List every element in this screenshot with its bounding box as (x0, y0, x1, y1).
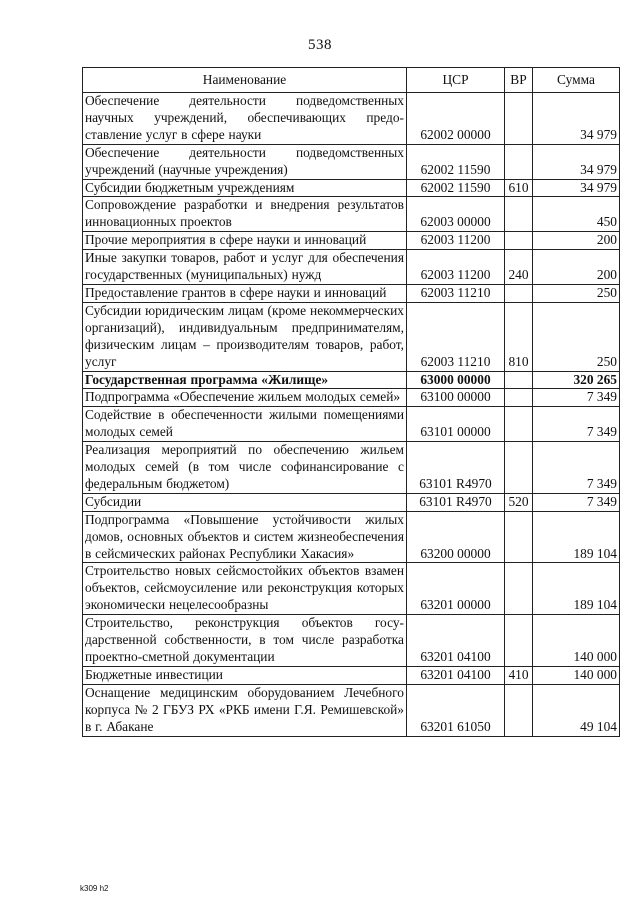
table-row (83, 284, 620, 302)
row-vr (505, 615, 533, 667)
row-sum: 7 349 (533, 407, 620, 442)
header-row (83, 68, 620, 93)
table-header (83, 68, 620, 93)
row-vr: 240 (505, 250, 533, 285)
table-row (83, 493, 620, 511)
row-sum: 320 265 (533, 371, 620, 389)
row-csr: 63201 00000 (407, 563, 505, 615)
row-name: Иные закупки товаров, работ и услуг для обеспечения государственных (муниципальных) нужд (83, 250, 407, 285)
row-sum: 7 349 (533, 493, 620, 511)
row-vr (505, 389, 533, 407)
row-vr (505, 442, 533, 494)
row-sum: 49 104 (533, 684, 620, 736)
row-vr (505, 144, 533, 179)
table-row (83, 563, 620, 615)
row-name: Субсидии юридическим лицам (кроме некоммерческих организаций), индивидуальным предпринимателям, физическим лицам – производителям товаров, работ, услуг (83, 302, 407, 371)
row-sum: 189 104 (533, 563, 620, 615)
header-csr: ЦСР (407, 68, 505, 93)
row-sum: 200 (533, 250, 620, 285)
row-sum: 200 (533, 232, 620, 250)
row-name: Строительство, реконструкция объектов государственной собственности, в том числе разработка проектно-сметной документации (83, 615, 407, 667)
row-vr: 610 (505, 179, 533, 197)
row-name: Государственная программа «Жилище» (83, 371, 407, 389)
table-row (83, 144, 620, 179)
table-row (83, 232, 620, 250)
table-row (83, 666, 620, 684)
row-csr: 62002 00000 (407, 93, 505, 145)
footer-code: k309 h2 (80, 884, 109, 893)
budget-table (82, 67, 620, 737)
row-vr (505, 371, 533, 389)
table-row (83, 197, 620, 232)
table-row (83, 615, 620, 667)
table-row (83, 250, 620, 285)
row-sum: 7 349 (533, 389, 620, 407)
row-name: Подпрограмма «Повышение устойчивости жилых домов, основных объектов и систем жизнеобеспечения в сейсмических районах Республики Хакасия» (83, 511, 407, 563)
row-csr: 62002 11590 (407, 179, 505, 197)
row-vr (505, 563, 533, 615)
header-sum: Сумма (533, 68, 620, 93)
row-sum: 250 (533, 284, 620, 302)
row-vr (505, 407, 533, 442)
row-vr: 410 (505, 666, 533, 684)
header-name: Наименование (83, 68, 407, 93)
table-row (83, 511, 620, 563)
row-name: Прочие мероприятия в сфере науки и инноваций (83, 232, 407, 250)
table-row (83, 407, 620, 442)
row-csr: 63000 00000 (407, 371, 505, 389)
row-vr: 810 (505, 302, 533, 371)
row-sum: 34 979 (533, 144, 620, 179)
row-name: Бюджетные инвестиции (83, 666, 407, 684)
row-sum: 140 000 (533, 615, 620, 667)
table-row (83, 93, 620, 145)
row-sum: 34 979 (533, 179, 620, 197)
row-csr: 62003 11210 (407, 284, 505, 302)
row-vr: 520 (505, 493, 533, 511)
row-name: Предоставление грантов в сфере науки и инноваций (83, 284, 407, 302)
row-sum: 7 349 (533, 442, 620, 494)
row-name: Строительство новых сейсмостойких объектов взамен объектов, сейсмоусиление или реконструкция которых экономически нецелесообразны (83, 563, 407, 615)
row-csr: 63201 04100 (407, 615, 505, 667)
row-vr (505, 197, 533, 232)
row-csr: 62002 11590 (407, 144, 505, 179)
table-row (83, 302, 620, 371)
row-sum: 189 104 (533, 511, 620, 563)
row-sum: 34 979 (533, 93, 620, 145)
row-name: Подпрограмма «Обеспечение жильем молодых семей» (83, 389, 407, 407)
row-vr (505, 284, 533, 302)
row-csr: 62003 11210 (407, 302, 505, 371)
table-body (83, 93, 620, 737)
row-csr: 62003 00000 (407, 197, 505, 232)
row-name: Субсидии бюджетным учреждениям (83, 179, 407, 197)
row-csr: 62003 11200 (407, 250, 505, 285)
row-sum: 250 (533, 302, 620, 371)
table-row (83, 684, 620, 736)
row-name: Субсидии (83, 493, 407, 511)
row-vr (505, 511, 533, 563)
page-number: 538 (308, 37, 332, 53)
table-row (83, 179, 620, 197)
row-sum: 140 000 (533, 666, 620, 684)
row-csr: 63200 00000 (407, 511, 505, 563)
row-name: Сопровождение разработки и внедрения результатов инновационных проектов (83, 197, 407, 232)
row-vr (505, 232, 533, 250)
row-csr: 63201 61050 (407, 684, 505, 736)
row-name: Обеспечение деятельности подведомственных учреждений (научные учреждения) (83, 144, 407, 179)
row-vr (505, 93, 533, 145)
row-csr: 62003 11200 (407, 232, 505, 250)
row-name: Обеспечение деятельности подведомственных научных учреждений, обеспечивающих предоставление услуг в сфере науки (83, 93, 407, 145)
row-csr: 63201 04100 (407, 666, 505, 684)
row-csr: 63101 R4970 (407, 442, 505, 494)
table-row (83, 442, 620, 494)
row-name: Оснащение медицинским оборудованием Лечебного корпуса № 2 ГБУЗ РХ «РКБ имени Г.Я. Ремишевской» в г. Абакане (83, 684, 407, 736)
row-name: Содействие в обеспеченности жилыми помещениями молодых семей (83, 407, 407, 442)
row-csr: 63101 R4970 (407, 493, 505, 511)
row-vr (505, 684, 533, 736)
header-vr: ВР (505, 68, 533, 93)
row-csr: 63100 00000 (407, 389, 505, 407)
row-sum: 450 (533, 197, 620, 232)
row-name: Реализация мероприятий по обеспечению жильем молодых семей (в том числе софинансирование с федеральным бюджетом) (83, 442, 407, 494)
table-row (83, 389, 620, 407)
table-row (83, 371, 620, 389)
row-csr: 63101 00000 (407, 407, 505, 442)
